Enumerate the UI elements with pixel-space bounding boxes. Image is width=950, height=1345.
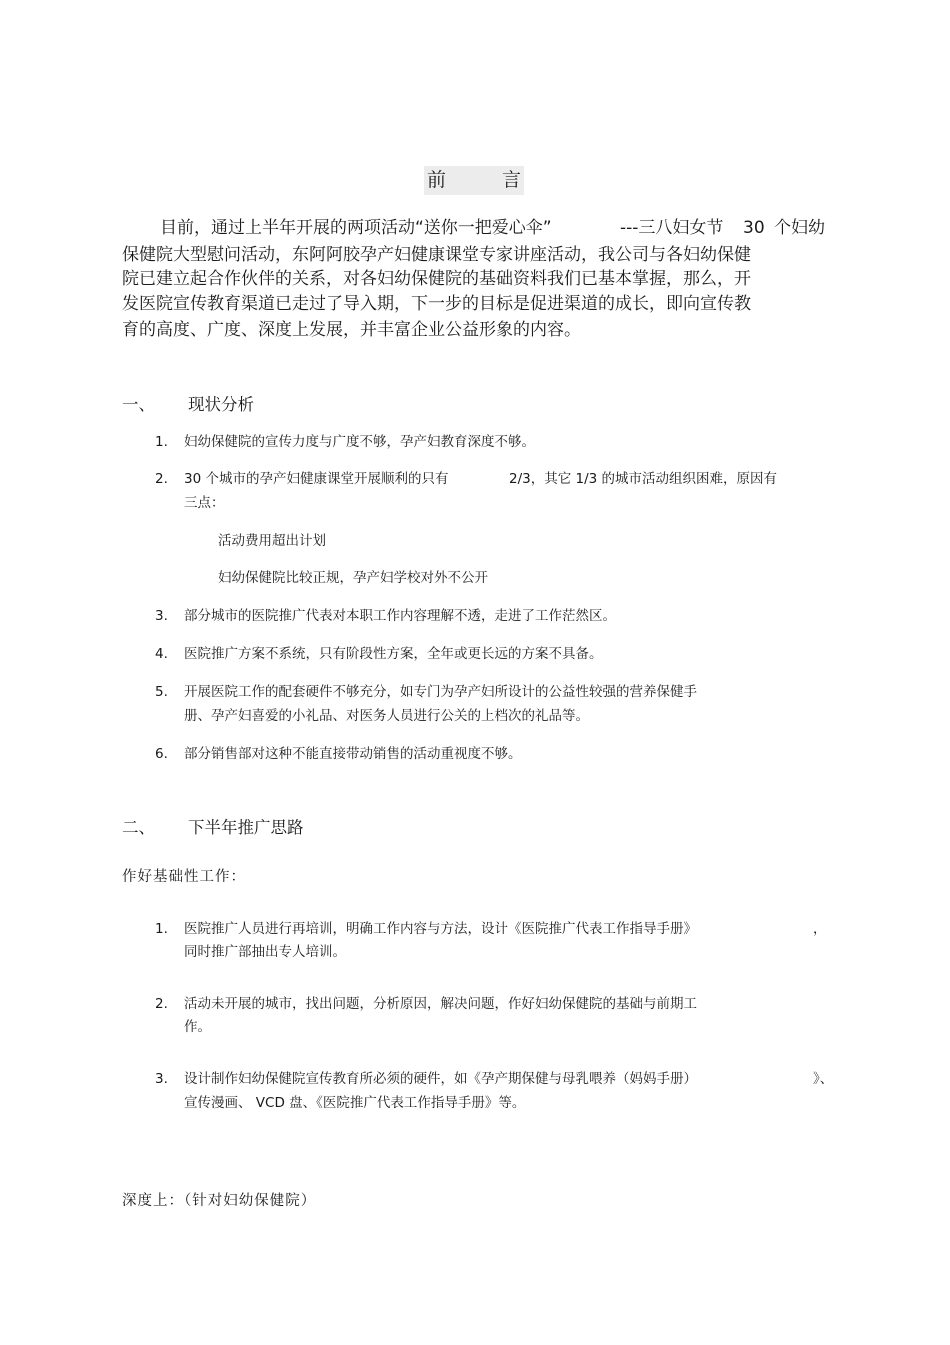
s1-item-5-text-a: 开展医院工作的配套硬件不够充分，如专门为孕产妇所设计的公益性较强的营养保健手	[184, 684, 697, 700]
s1-item-2-text-b: 2/3，其它 1/3 的城市活动组织困难，原因有	[509, 471, 778, 487]
page-title	[424, 166, 524, 195]
preface-line-4: 发医院宣传教育渠道已走过了导入期，下一步的目标是促进渠道的成长，即向宣传教	[122, 294, 751, 314]
s1-item-5-text-b: 册、孕产妇喜爱的小礼品、对医务人员进行公关的上档次的礼品等。	[184, 708, 589, 724]
s2-item-1-text-a: 医院推广人员进行再培训，明确工作内容与方法，设计《医院推广代表工作指导手册》	[184, 921, 697, 937]
s1-item-4-number: 4.	[155, 646, 168, 662]
s2-item-1-text-b: 同时推广部抽出专人培训。	[184, 944, 346, 960]
s1-item-4-text: 医院推广方案不系统，只有阶段性方案，全年或更长远的方案不具备。	[184, 646, 603, 662]
s1-item-3-number: 3.	[155, 608, 168, 624]
s2-item-2-text-b: 作。	[184, 1019, 211, 1035]
s2-item-2-number: 2.	[155, 996, 168, 1012]
s2-item-1-number: 1.	[155, 921, 168, 937]
preface-line-1c: 30	[743, 218, 765, 238]
preface-line-3: 院已建立起合作伙伴的关系，对各妇幼保健院的基础资料我们已基本掌握，那么，开	[122, 269, 751, 289]
depth-heading: 深度上：（针对妇幼保健院）	[122, 1193, 317, 1209]
reason-2: 妇幼保健院比较正规，孕产妇学校对外不公开	[218, 570, 488, 586]
preface-line-5: 育的高度、广度、深度上发展，并丰富企业公益形象的内容。	[122, 320, 581, 340]
section-1-number: 一、	[122, 395, 155, 414]
title-char-1: 前	[427, 169, 447, 191]
section-2-subhead: 作好基础性工作：	[122, 869, 246, 885]
preface-line-1a: 目前，通过上半年开展的两项活动“送你一把爱心伞”	[160, 218, 552, 238]
s1-item-2-text-a: 30 个城市的孕产妇健康课堂开展顺利的只有	[184, 471, 449, 487]
s2-item-1-text-end: ，	[813, 921, 827, 937]
title-char-2: 言	[502, 169, 522, 191]
preface-line-2: 保健院大型慰问活动，东阿阿胶孕产妇健康课堂专家讲座活动，我公司与各妇幼保健	[122, 245, 751, 265]
s2-item-3-text-end: 》、	[813, 1071, 834, 1087]
section-1-title: 现状分析	[188, 395, 254, 414]
s1-item-3-text: 部分城市的医院推广代表对本职工作内容理解不透，走进了工作茫然区。	[184, 608, 616, 624]
s1-item-6-number: 6.	[155, 746, 168, 762]
preface-line-1b: ---三八妇女节	[620, 218, 724, 238]
s1-item-2-number: 2.	[155, 471, 168, 487]
s2-item-3-text-a: 设计制作妇幼保健院宣传教育所必须的硬件，如《孕产期保健与母乳喂养（妈妈手册）	[184, 1071, 697, 1087]
s1-item-2-text-c: 三点：	[184, 495, 225, 511]
s1-item-6-text: 部分销售部对这种不能直接带动销售的活动重视度不够。	[184, 746, 522, 762]
s2-item-3-number: 3.	[155, 1071, 168, 1087]
s2-item-3-text-b: 宣传漫画、 VCD 盘、《医院推广代表工作指导手册》等。	[184, 1095, 526, 1111]
section-2-number: 二、	[122, 818, 155, 837]
section-2-title: 下半年推广思路	[188, 818, 304, 837]
s1-item-1-number: 1.	[155, 434, 168, 450]
preface-line-1d: 个妇幼	[774, 218, 825, 238]
s1-item-1-text: 妇幼保健院的宣传力度与广度不够，孕产妇教育深度不够。	[184, 434, 535, 450]
s2-item-2-text-a: 活动未开展的城市，找出问题，分析原因，解决问题，作好妇幼保健院的基础与前期工	[184, 996, 697, 1012]
reason-1: 活动费用超出计划	[218, 533, 326, 549]
s1-item-5-number: 5.	[155, 684, 168, 700]
